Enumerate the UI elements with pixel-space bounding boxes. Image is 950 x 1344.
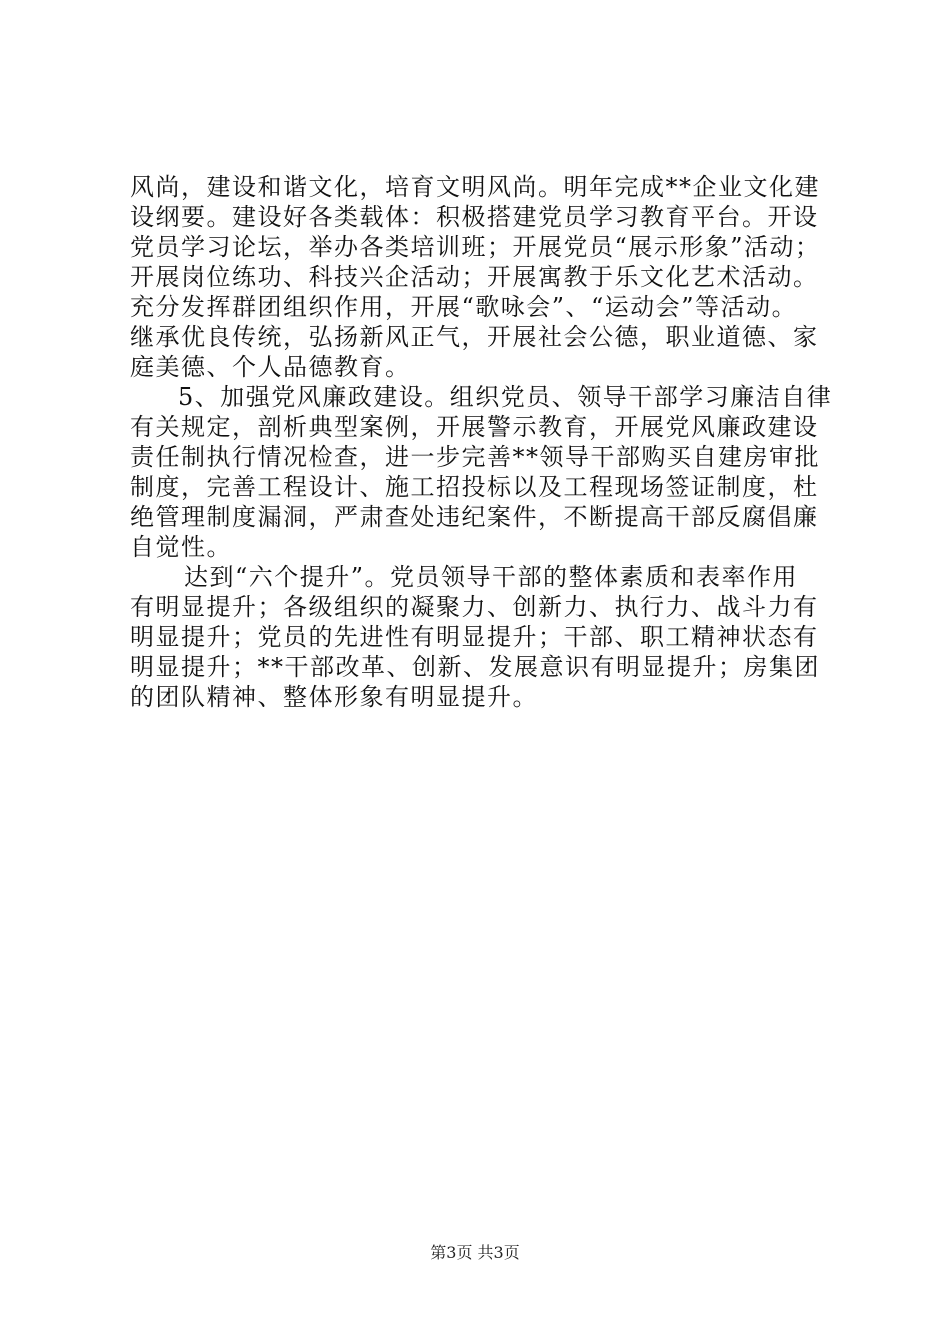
text-line: 自觉性。 xyxy=(130,533,232,561)
text-line: 庭美德、个人品德教育。 xyxy=(130,353,411,381)
text-line: 有明显提升；各级组织的凝聚力、创新力、执行力、战斗力有 xyxy=(130,593,819,621)
text-line: 开展岗位练功、科技兴企活动；开展寓教于乐文化艺术活动。 xyxy=(130,263,819,291)
text-line: 充分发挥群团组织作用，开展“歌咏会”、“运动会”等活动。 xyxy=(130,293,798,321)
document-body xyxy=(130,172,833,712)
paragraph-start-line: 5、加强党风廉政建设。组织党员、领导干部学习廉洁自律 xyxy=(178,383,833,411)
text-line: 的团队精神、整体形象有明显提升。 xyxy=(130,683,538,711)
text-line: 党员学习论坛，举办各类培训班；开展党员“展示形象”活动； xyxy=(130,233,821,261)
text-line: 有关规定，剖析典型案例，开展警示教育，开展党风廉政建设 xyxy=(130,413,819,441)
text-line: 制度，完善工程设计、施工招投标以及工程现场签证制度，杜 xyxy=(130,473,819,501)
page-number-footer: 第3页 共3页 xyxy=(430,1243,520,1262)
text-line: 风尚，建设和谐文化，培育文明风尚。明年完成**企业文化建 xyxy=(130,173,820,201)
text-line: 责任制执行情况检查，进一步完善**领导干部购买自建房审批 xyxy=(130,443,820,471)
text-line: 继承优良传统，弘扬新风正气，开展社会公德，职业道德、家 xyxy=(130,323,819,351)
paragraph-start-line: 达到“六个提升”。党员领导干部的整体素质和表率作用 xyxy=(184,563,799,591)
text-line: 绝管理制度漏洞，严肃查处违纪案件，不断提高干部反腐倡廉 xyxy=(130,503,819,531)
text-line: 明显提升；党员的先进性有明显提升；干部、职工精神状态有 xyxy=(130,623,819,651)
text-line: 设纲要。建设好各类载体：积极搭建党员学习教育平台。开设 xyxy=(130,203,819,231)
text-line: 明显提升；**干部改革、创新、发展意识有明显提升；房集团 xyxy=(130,653,820,681)
